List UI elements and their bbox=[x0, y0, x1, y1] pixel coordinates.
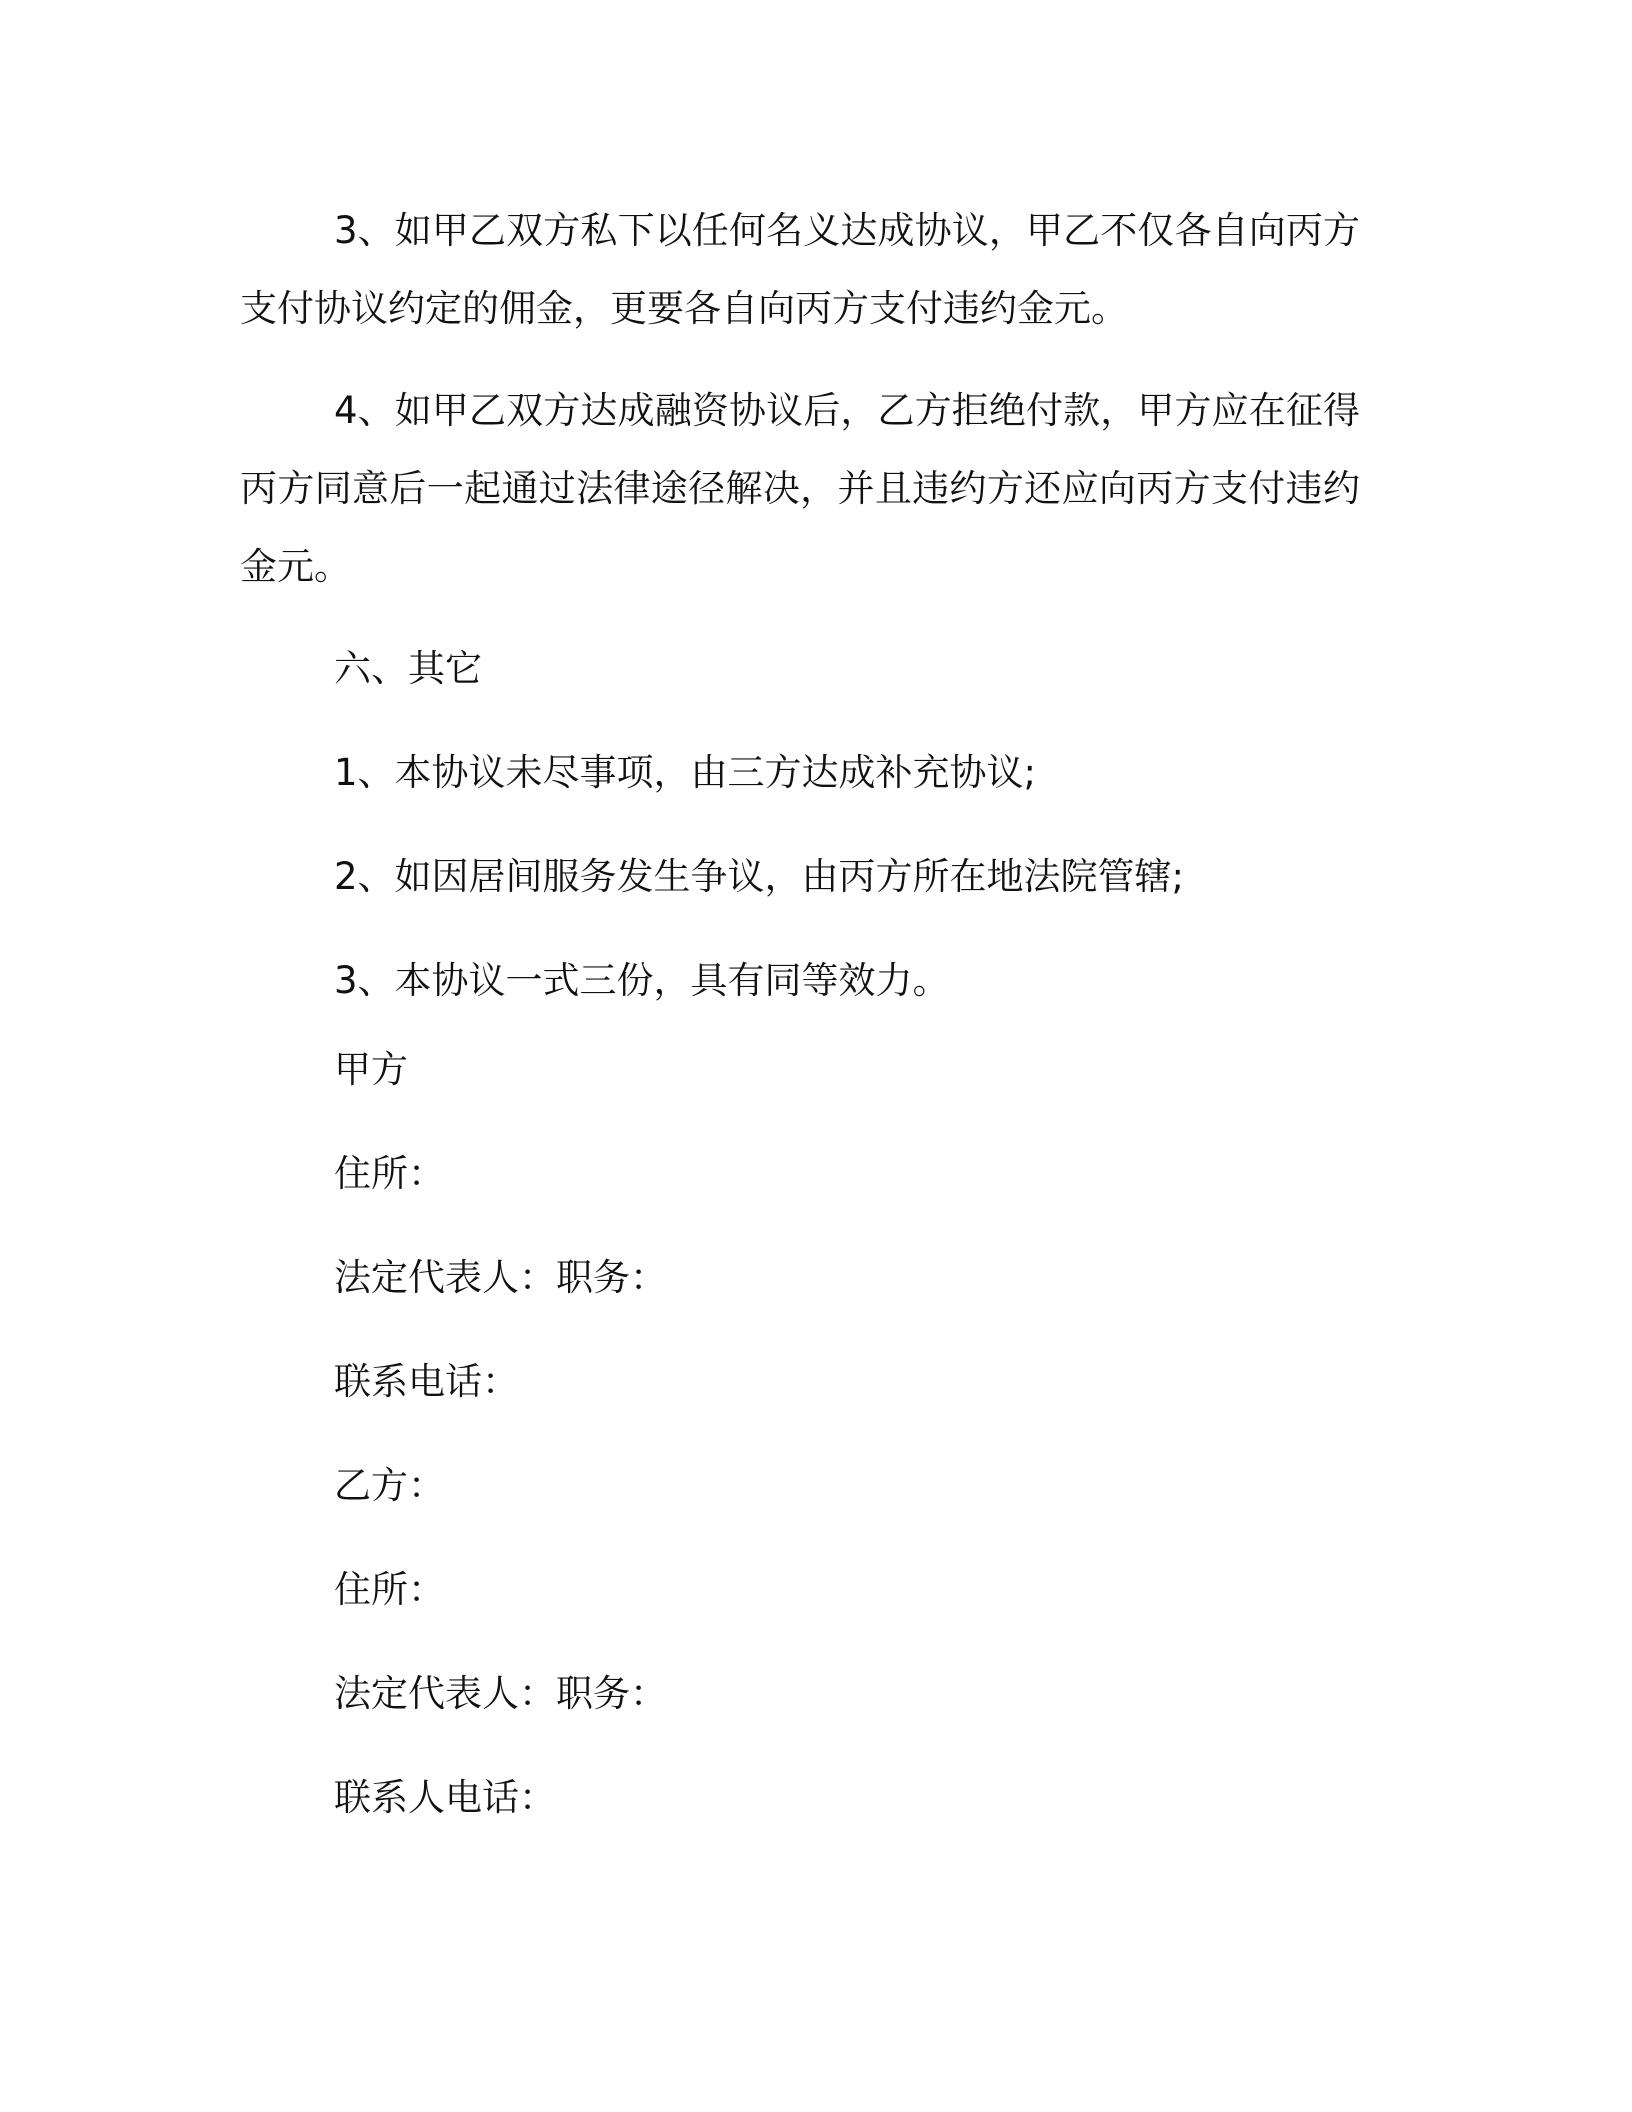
party-a-address: 住所： bbox=[334, 1152, 445, 1195]
clause-4: 4、如甲乙双方达成融资协议后，乙方拒绝付款，甲方应在征得丙方同意后一起通过法律途径解决，并且违约方还应向丙方支付违约金元。 bbox=[240, 389, 1360, 588]
section-6-item-1: 1、本协议未尽事项，由三方达成补充协议; bbox=[334, 751, 1037, 794]
party-b-label: 乙方： bbox=[334, 1464, 445, 1507]
party-a-phone: 联系电话： bbox=[334, 1360, 519, 1403]
party-b-phone: 联系人电话： bbox=[334, 1776, 556, 1819]
clause-3: 3、如甲乙双方私下以任何名义达成协议，甲乙不仅各自向丙方支付协议约定的佣金，更要各自向丙方支付违约金元。 bbox=[240, 209, 1360, 330]
signature-block bbox=[334, 1040, 667, 1872]
section-6-item-3: 3、本协议一式三份，具有同等效力。 bbox=[334, 959, 950, 1002]
document-body bbox=[240, 192, 1360, 1046]
party-b-representative: 法定代表人：职务： bbox=[334, 1672, 667, 1715]
party-b-address: 住所： bbox=[334, 1568, 445, 1611]
section-6-heading: 六、其它 bbox=[334, 647, 482, 690]
party-a-label: 甲方 bbox=[334, 1048, 408, 1091]
section-6-item-2: 2、如因居间服务发生争议，由丙方所在地法院管辖; bbox=[334, 855, 1185, 898]
party-a-representative: 法定代表人：职务： bbox=[334, 1256, 667, 1299]
